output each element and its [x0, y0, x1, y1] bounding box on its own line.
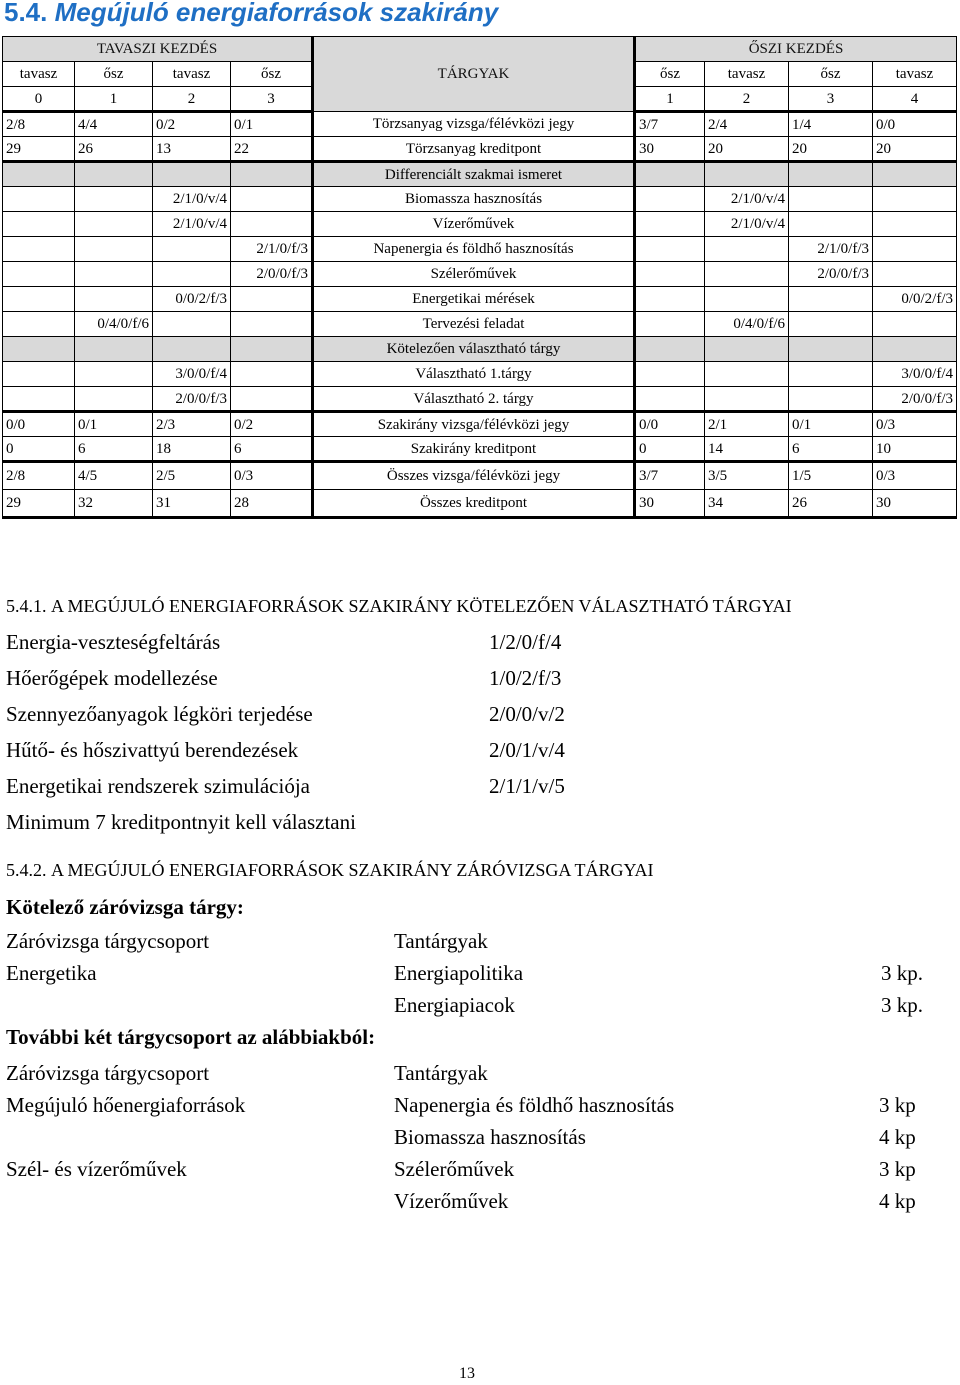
elective-subject-name: Hűtő- és hőszivattyú berendezések: [6, 738, 299, 762]
subject-name: Napenergia és földhő hasznosítás: [394, 1093, 675, 1117]
table-cell: [3, 187, 75, 212]
table-cell: 0/0/2/f/3: [873, 287, 957, 312]
table-row: [3, 462, 957, 490]
table-cell: [873, 162, 957, 187]
credit-value: 3 kp.: [881, 961, 923, 985]
season-cell: tavasz: [705, 62, 789, 87]
table-cell: 29: [3, 137, 75, 162]
table-cell: [3, 387, 75, 412]
table-cell: [75, 237, 153, 262]
subject-name: Energiapolitika: [394, 961, 524, 985]
semester-cell: 1: [75, 87, 153, 112]
table-cell: 0/2: [153, 112, 231, 137]
table-cell: 1/4: [789, 112, 873, 137]
subsection-2-heading: [6, 860, 654, 881]
table-cell: [75, 162, 153, 187]
table-cell: [153, 337, 231, 362]
subject-name: Biomassza hasznosítás: [394, 1125, 586, 1149]
subject-cell: Tervezési feladat: [313, 312, 635, 337]
semester-cell: 3: [231, 87, 313, 112]
table-cell: 2/0/0/f/3: [153, 387, 231, 412]
table-cell: [231, 162, 313, 187]
group-name: Szél- és vízerőművek: [6, 1157, 187, 1181]
subject-cell: Szakirány kreditpont: [313, 437, 635, 462]
subject-cell: Energetikai mérések: [313, 287, 635, 312]
table-cell: [153, 162, 231, 187]
header-row-start: [3, 37, 957, 62]
table-row: [3, 112, 957, 137]
credit-value: 3 kp: [879, 1093, 916, 1117]
subsection-2-number: 5.4.2.: [6, 860, 47, 880]
table-cell: [75, 262, 153, 287]
table-cell: [75, 287, 153, 312]
table-cell: 0/4/0/f/6: [75, 312, 153, 337]
table-cell: 0/0: [635, 412, 705, 437]
season-cell: ősz: [635, 62, 705, 87]
table-cell: 0/4/0/f/6: [705, 312, 789, 337]
table-cell: [635, 312, 705, 337]
group-name: Megújuló hőenergiaforrások: [6, 1093, 246, 1117]
table-cell: [3, 212, 75, 237]
subject-cell: Összes kreditpont: [313, 490, 635, 518]
table-row: [3, 337, 957, 362]
subsection-1-number: 5.4.1.: [6, 596, 47, 616]
table-cell: [75, 387, 153, 412]
table-cell: [3, 312, 75, 337]
section-heading: [4, 0, 498, 28]
subsection-1-title: A MEGÚJULÓ ENERGIAFORRÁSOK SZAKIRÁNY KÖTELEZŐEN VÁLASZTHATÓ TÁRGYAI: [51, 596, 792, 616]
table-cell: 0/1: [75, 412, 153, 437]
subject-cell: Választható 2. tárgy: [313, 387, 635, 412]
table-cell: 2/1: [705, 412, 789, 437]
table-cell: 0/1: [789, 412, 873, 437]
table-cell: 2/1/0/v/4: [153, 187, 231, 212]
table-row: [3, 137, 957, 162]
further-label: További két tárgycsoport az alábbiakból:: [6, 1025, 376, 1049]
subject-cell: Választható 1.tárgy: [313, 362, 635, 387]
section-number: 5.4.: [4, 0, 48, 27]
table-cell: [789, 312, 873, 337]
subject-cell: Biomassza hasznosítás: [313, 187, 635, 212]
table-cell: 6: [75, 437, 153, 462]
mandatory-label: Kötelező záróvizsga tárgy:: [6, 895, 244, 919]
table-cell: [635, 387, 705, 412]
table-cell: 30: [635, 490, 705, 518]
table-cell: 0/2: [231, 412, 313, 437]
table-cell: 2/4: [705, 112, 789, 137]
group-column-header-2: Záróvizsga tárgycsoport: [6, 1061, 210, 1085]
elective-subject-code: 2/0/0/v/2: [489, 702, 565, 726]
table-cell: 0/1: [231, 112, 313, 137]
semester-cell: 1: [635, 87, 705, 112]
table-cell: 30: [635, 137, 705, 162]
table-cell: [789, 287, 873, 312]
table-cell: 0/3: [873, 412, 957, 437]
table-cell: 2/1/0/v/4: [705, 212, 789, 237]
table-cell: [3, 162, 75, 187]
spring-start-header: TAVASZI KEZDÉS: [3, 37, 313, 62]
elective-note: Minimum 7 kreditpontnyit kell választani: [6, 810, 356, 834]
table-cell: [705, 162, 789, 187]
table-cell: 29: [3, 490, 75, 518]
credit-value: 3 kp: [879, 1157, 916, 1181]
table-cell: 2/1/0/v/4: [705, 187, 789, 212]
table-cell: [635, 237, 705, 262]
table-cell: 6: [231, 437, 313, 462]
table-cell: 22: [231, 137, 313, 162]
group-name: Energetika: [6, 961, 97, 985]
page-number: 13: [459, 1365, 475, 1382]
season-cell: tavasz: [873, 62, 957, 87]
elective-subject-code: 2/1/1/v/5: [489, 774, 565, 798]
table-cell: [75, 337, 153, 362]
table-cell: 13: [153, 137, 231, 162]
table-cell: [705, 237, 789, 262]
table-cell: 31: [153, 490, 231, 518]
table-cell: 0/0: [3, 412, 75, 437]
subject-cell: Kötelezően választható tárgy: [313, 337, 635, 362]
table-cell: [789, 187, 873, 212]
table-row: [3, 187, 957, 212]
subject-cell: Napenergia és földhő hasznosítás: [313, 237, 635, 262]
semester-cell: 2: [705, 87, 789, 112]
table-row: [3, 490, 957, 518]
curriculum-table: [2, 36, 957, 519]
table-cell: 0/0: [873, 112, 957, 137]
table-cell: [635, 212, 705, 237]
semester-cell: 2: [153, 87, 231, 112]
table-cell: 2/0/0/f/3: [873, 387, 957, 412]
table-cell: 26: [789, 490, 873, 518]
semester-cell: 4: [873, 87, 957, 112]
table-cell: [75, 187, 153, 212]
autumn-start-header: ŐSZI KEZDÉS: [635, 37, 957, 62]
subject-name: Szélerőművek: [394, 1157, 515, 1181]
table-cell: [231, 187, 313, 212]
table-cell: [873, 262, 957, 287]
table-cell: [635, 262, 705, 287]
table-cell: [231, 362, 313, 387]
season-cell: ősz: [231, 62, 313, 87]
table-cell: 30: [873, 490, 957, 518]
table-cell: 10: [873, 437, 957, 462]
table-cell: 3/7: [635, 462, 705, 490]
table-cell: [635, 187, 705, 212]
table-cell: [3, 237, 75, 262]
table-cell: 0/3: [231, 462, 313, 490]
table-row: [3, 162, 957, 187]
table-row: [3, 262, 957, 287]
table-cell: [75, 362, 153, 387]
subject-cell: Törzsanyag kreditpont: [313, 137, 635, 162]
season-cell: tavasz: [153, 62, 231, 87]
table-cell: [231, 337, 313, 362]
table-cell: 2/1/0/f/3: [789, 237, 873, 262]
table-cell: 20: [705, 137, 789, 162]
table-cell: [635, 162, 705, 187]
subject-name: Vízerőművek: [394, 1189, 509, 1213]
subject-cell: Törzsanyag vizsga/félévközi jegy: [313, 112, 635, 137]
table-cell: [153, 262, 231, 287]
table-cell: [231, 387, 313, 412]
table-cell: [789, 387, 873, 412]
table-cell: 2/0/0/f/3: [231, 262, 313, 287]
subject-cell: Differenciált szakmai ismeret: [313, 162, 635, 187]
subject-cell: Szélerőművek: [313, 262, 635, 287]
table-cell: 2/5: [153, 462, 231, 490]
table-cell: [635, 287, 705, 312]
subject-cell: Szakirány vizsga/félévközi jegy: [313, 412, 635, 437]
table-cell: [789, 212, 873, 237]
table-cell: 2/3: [153, 412, 231, 437]
elective-subject-name: Hőerőgépek modellezése: [6, 666, 218, 690]
table-cell: 2/8: [3, 462, 75, 490]
table-cell: 2/1/0/f/3: [231, 237, 313, 262]
season-cell: ősz: [789, 62, 873, 87]
table-cell: [635, 362, 705, 387]
season-cell: ősz: [75, 62, 153, 87]
table-cell: 26: [75, 137, 153, 162]
table-cell: 3/0/0/f/4: [873, 362, 957, 387]
subsection-2-title: A MEGÚJULÓ ENERGIAFORRÁSOK SZAKIRÁNY ZÁRÓVIZSGA TÁRGYAI: [51, 860, 654, 880]
table-cell: 1/5: [789, 462, 873, 490]
subjects-column-header: Tantárgyak: [394, 929, 488, 953]
table-cell: 28: [231, 490, 313, 518]
table-cell: 3/7: [635, 112, 705, 137]
semester-cell: 0: [3, 87, 75, 112]
table-cell: [75, 212, 153, 237]
table-cell: 2/8: [3, 112, 75, 137]
table-cell: [3, 287, 75, 312]
table-cell: 0/0/2/f/3: [153, 287, 231, 312]
table-cell: [705, 387, 789, 412]
table-row: [3, 412, 957, 437]
table-cell: [789, 337, 873, 362]
subsection-1-heading: [6, 596, 792, 617]
table-cell: [873, 312, 957, 337]
table-cell: [231, 287, 313, 312]
table-cell: [873, 237, 957, 262]
table-cell: [231, 212, 313, 237]
credit-value: 4 kp: [879, 1189, 916, 1213]
table-row: [3, 237, 957, 262]
subject-cell: Összes vizsga/félévközi jegy: [313, 462, 635, 490]
table-cell: 34: [705, 490, 789, 518]
table-cell: 2/0/0/f/3: [789, 262, 873, 287]
table-row: [3, 212, 957, 237]
table-cell: 3/5: [705, 462, 789, 490]
elective-subject-code: 2/0/1/v/4: [489, 738, 565, 762]
table-cell: 2/1/0/v/4: [153, 212, 231, 237]
table-cell: [3, 362, 75, 387]
subject-cell: Vízerőművek: [313, 212, 635, 237]
elective-subject-name: Energetikai rendszerek szimulációja: [6, 774, 310, 798]
credit-value: 4 kp: [879, 1125, 916, 1149]
table-row: [3, 312, 957, 337]
group-column-header: Záróvizsga tárgycsoport: [6, 929, 210, 953]
table-cell: 14: [705, 437, 789, 462]
table-cell: [789, 162, 873, 187]
elective-subject-code: 1/2/0/f/4: [489, 630, 562, 654]
table-cell: [873, 187, 957, 212]
table-cell: 0: [3, 437, 75, 462]
semester-cell: 3: [789, 87, 873, 112]
table-cell: 6: [789, 437, 873, 462]
table-row: [3, 287, 957, 312]
table-cell: [3, 337, 75, 362]
subjects-column-header-2: Tantárgyak: [394, 1061, 488, 1085]
section-title: Megújuló energiaforrások szakirány: [54, 0, 499, 27]
elective-subject-name: Szennyezőanyagok légköri terjedése: [6, 702, 313, 726]
table-row: [3, 437, 957, 462]
subjects-header: TÁRGYAK: [313, 37, 635, 112]
table-cell: [705, 287, 789, 312]
table-cell: [153, 312, 231, 337]
table-cell: [705, 262, 789, 287]
table-cell: 0/3: [873, 462, 957, 490]
table-cell: [635, 337, 705, 362]
table-cell: [705, 362, 789, 387]
table-cell: 32: [75, 490, 153, 518]
table-cell: 3/0/0/f/4: [153, 362, 231, 387]
table-cell: 4/4: [75, 112, 153, 137]
table-cell: [153, 237, 231, 262]
table-cell: [873, 337, 957, 362]
subject-name: Energiapiacok: [394, 993, 515, 1017]
table-cell: [789, 362, 873, 387]
table-cell: 20: [789, 137, 873, 162]
table-row: [3, 387, 957, 412]
credit-value: 3 kp.: [881, 993, 923, 1017]
table-cell: 20: [873, 137, 957, 162]
table-row: [3, 362, 957, 387]
table-cell: [231, 312, 313, 337]
table-cell: [705, 337, 789, 362]
table-cell: 0: [635, 437, 705, 462]
table-cell: [873, 212, 957, 237]
elective-subject-code: 1/0/2/f/3: [489, 666, 562, 690]
table-cell: [3, 262, 75, 287]
elective-subject-name: Energia-veszteségfeltárás: [6, 630, 221, 654]
table-cell: 18: [153, 437, 231, 462]
table-cell: 4/5: [75, 462, 153, 490]
season-cell: tavasz: [3, 62, 75, 87]
